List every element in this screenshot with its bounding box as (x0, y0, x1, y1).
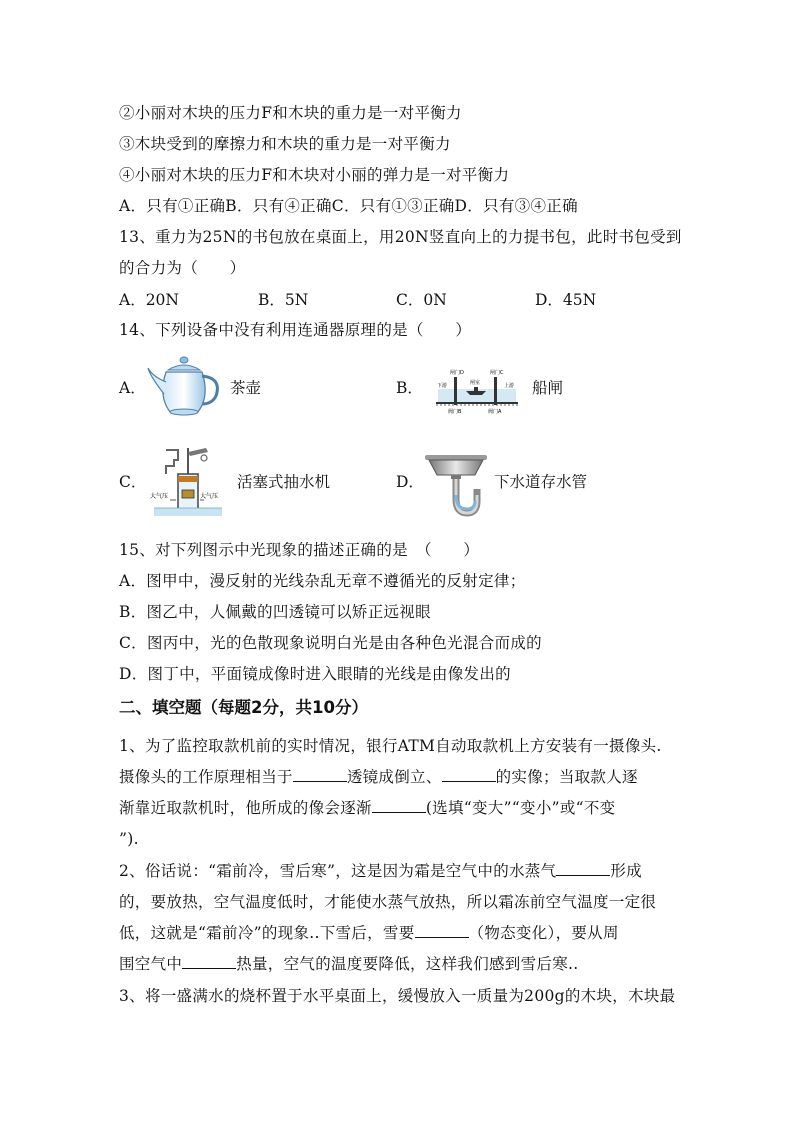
fill-q1-text-d: 渐靠近取款机时，他所成的像会逐渐 (119, 799, 372, 817)
q14-b-letter: B． (396, 379, 423, 397)
statement-2: ②小丽对木块的压力F和木块的重力是一对平衡力 (119, 104, 462, 122)
q13-option-b: B．5N (258, 291, 309, 309)
pump-atm-right-text: 大气压 (200, 493, 219, 500)
fill-q2-text-c: 低，这就是“霜前冷”的现象..下雪后，雪要 (119, 924, 415, 942)
lock-chamber-text: 闸室 (470, 380, 481, 386)
fill-q2-blank-1[interactable] (556, 861, 610, 876)
fill-q2-text-d: （物态变化），要从周 (468, 924, 619, 942)
statement-3: ③木块受到的摩擦力和木块的重力是一对平衡力 (119, 135, 451, 153)
q14-c-label: 活塞式抽水机 (237, 473, 331, 491)
q12-options: A．只有①正确B．只有④正确C．只有①③正确D．只有③④正确 (119, 197, 578, 215)
statement-4: ④小丽对木块的压力F和木块对小丽的弹力是一对平衡力 (119, 166, 510, 184)
fill-q1-text-e: (选填“变大”“变小”或“不变 (425, 799, 616, 817)
fill-q1-blank-3[interactable] (372, 798, 426, 813)
q13-stem-line2: 的合力为（ ） (119, 259, 246, 277)
lock-upstream-text: 上游 (504, 383, 515, 389)
fill-q1-line4: ”). (119, 830, 139, 848)
q14-c-letter: C． (119, 473, 147, 491)
fill-q2-line1 (119, 861, 642, 881)
fill-q1-text-c: 的实像；当取款人逐 (495, 768, 638, 786)
q14-a-label: 茶壶 (230, 379, 262, 397)
fill-q2-line3 (119, 923, 619, 943)
ship-lock-figure (436, 367, 518, 415)
fill-q3-line1: 3、将一盛满水的烧杯置于水平桌面上，缓慢放入一质量为200g的木块，木块最 (119, 987, 676, 1005)
fill-q1-line1: 1、为了监控取款机前的实时情况，银行ATM自动取款机上方安装有一摄像头. (119, 737, 662, 755)
fill-q1-blank-2[interactable] (442, 767, 496, 782)
lock-valve-b-text: 阀门B (448, 409, 462, 415)
lock-gate-d-text: 闸门D (450, 370, 464, 376)
lock-gate-c-text: 闸门C (490, 370, 504, 376)
pump-atm-left-text: 大气压 (150, 493, 169, 500)
q13-option-c: C．0N (396, 291, 447, 309)
fill-q1-line2 (119, 767, 638, 787)
fill-q2-text-b: 形成 (610, 862, 643, 880)
fill-q2-line2: 的，要放热，空气温度低时，才能使水蒸气放热，所以霜冻前空气温度一定很 (119, 893, 657, 911)
fill-q2-blank-3[interactable] (182, 954, 236, 969)
q14-b-label: 船闸 (532, 379, 564, 397)
q15-option-b: B．图乙中，人佩戴的凹透镜可以矫正远视眼 (119, 603, 431, 621)
q14-a-letter: A． (119, 379, 146, 397)
q13-option-a: A．20N (119, 291, 179, 309)
q14-stem: 14、下列设备中没有利用连通器原理的是（ ） (119, 321, 472, 339)
section2-heading: 二、填空题（每题2分，共10分） (119, 698, 368, 717)
piston-pump-figure (148, 446, 228, 520)
fill-q2-text-f: 热量，空气的温度要降低，这样我们感到雪后寒.. (236, 955, 579, 973)
q15-stem: 15、对下列图示中光现象的描述正确的是 （ ） (119, 541, 480, 559)
q15-option-d: D．图丁中，平面镜成像时进入眼睛的光线是由像发出的 (119, 665, 511, 683)
fill-q1-text-b: 透镜成倒立、 (346, 768, 442, 786)
fill-q1-line3 (119, 798, 615, 818)
fill-q1-text-a: 摄像头的工作原理相当于 (119, 768, 293, 786)
fill-q2-text-e: 围空气中 (119, 955, 183, 973)
q13-stem-line1: 13、重力为25N的书包放在桌面上，用20N竖直向上的力提书包，此时书包受到 (119, 228, 682, 246)
lock-valve-a-text: 阀门A (488, 409, 502, 415)
drain-trap-figure (423, 451, 489, 521)
q14-d-label: 下水道存水管 (494, 473, 588, 491)
fill-q2-line4 (119, 954, 578, 974)
fill-q2-text-a: 2、俗话说：“霜前冷，雪后寒”，这是因为霜是空气中的水蒸气 (119, 862, 557, 880)
teapot-figure (146, 356, 224, 418)
fill-q1-blank-1[interactable] (293, 767, 347, 782)
q14-d-letter: D． (396, 473, 424, 491)
q15-option-c: C．图丙中，光的色散现象说明白光是由各种色光混合而成的 (119, 634, 542, 652)
q13-option-d: D．45N (535, 291, 597, 309)
fill-q2-blank-2[interactable] (415, 923, 469, 938)
q15-option-a: A．图甲中，漫反射的光线杂乱无章不遵循光的反射定律； (119, 572, 526, 590)
lock-downstream-text: 下游 (437, 383, 448, 389)
